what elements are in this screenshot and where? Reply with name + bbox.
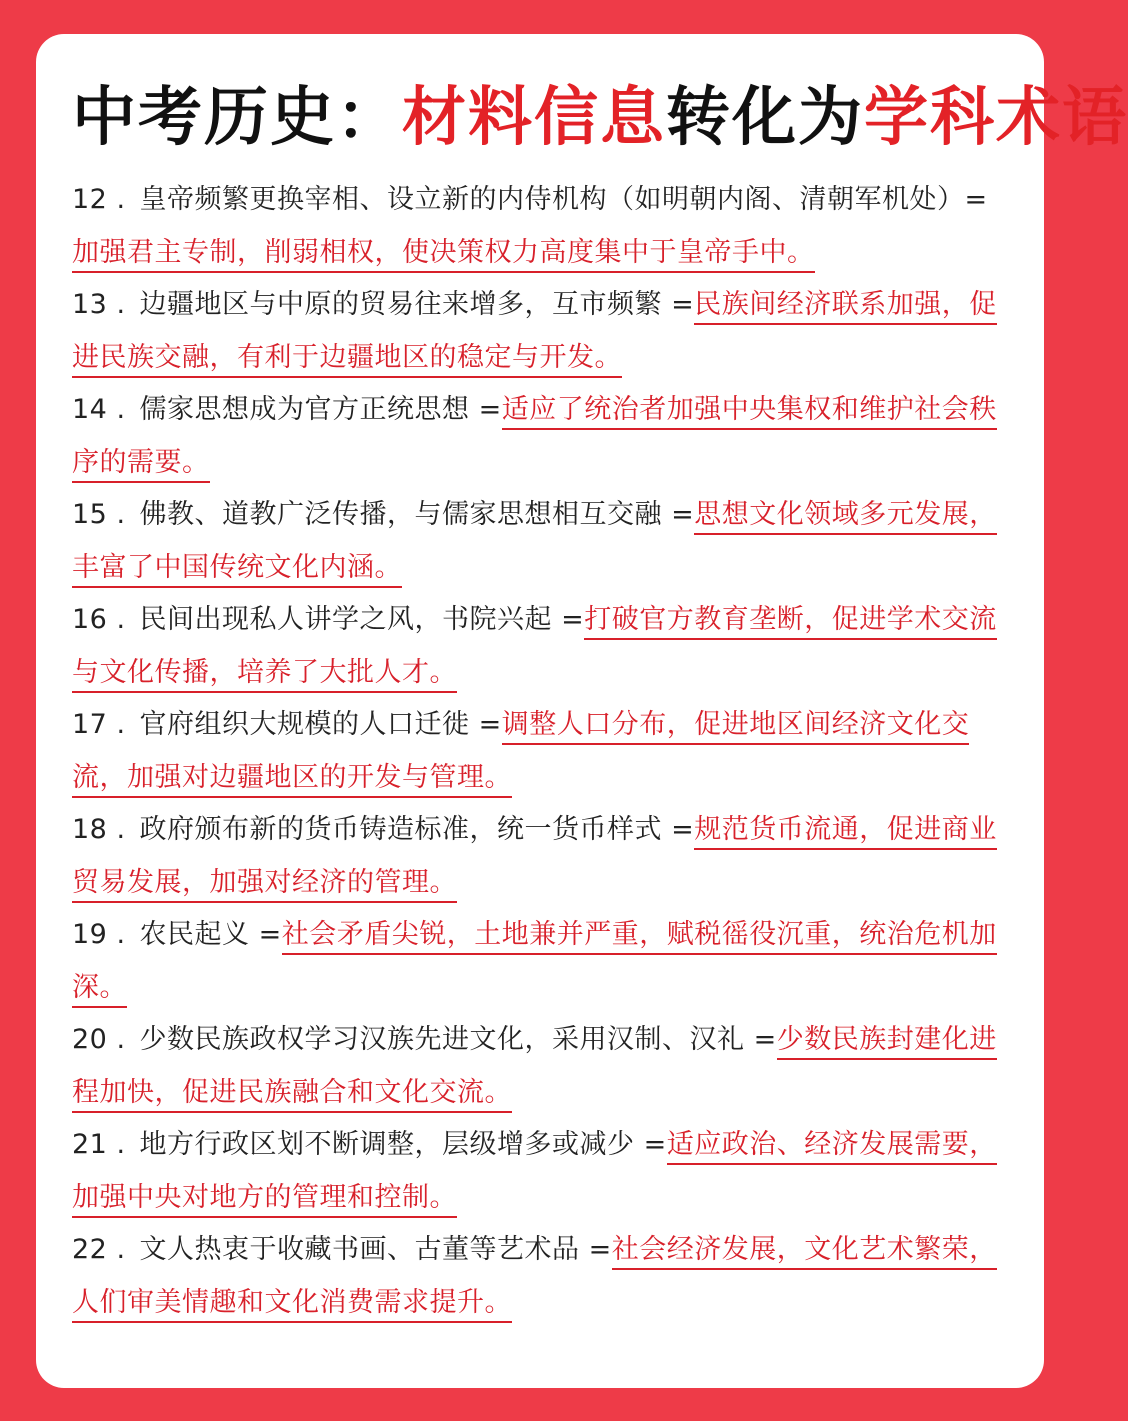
title-part-1: 中考历史： xyxy=(72,81,402,155)
item-question: 官府组织大规模的人口迁徙 = xyxy=(139,709,502,740)
list-item-17 xyxy=(72,699,1008,804)
item-number: 18 . xyxy=(72,814,126,845)
list-item-20 xyxy=(72,1014,1008,1119)
item-question: 政府颁布新的货币铸造标准，统一货币样式 = xyxy=(139,814,695,845)
item-number: 20 . xyxy=(72,1024,126,1055)
page-title xyxy=(72,81,1128,155)
list-item-13 xyxy=(72,279,1008,384)
list-item-14 xyxy=(72,384,1008,489)
item-answer: 少数民族封建化进程加快，促进民族融合和文化交流。 xyxy=(72,1024,997,1113)
list-item-18 xyxy=(72,804,1008,909)
item-question: 边疆地区与中原的贸易往来增多，互市频繁 = xyxy=(139,289,695,320)
list-item-12 xyxy=(72,174,1008,279)
item-number: 12 . xyxy=(72,184,126,215)
list-item-21 xyxy=(72,1119,1008,1224)
title-part-4: 学科术语 xyxy=(864,81,1128,155)
item-number: 13 . xyxy=(72,289,126,320)
item-answer: 社会经济发展，文化艺术繁荣，人们审美情趣和文化消费需求提升。 xyxy=(72,1234,997,1323)
list-item-15 xyxy=(72,489,1008,594)
item-answer: 思想文化领域多元发展，丰富了中国传统文化内涵。 xyxy=(72,499,997,588)
item-answer: 社会矛盾尖锐，土地兼并严重，赋税徭役沉重，统治危机加深。 xyxy=(72,919,997,1008)
item-question: 佛教、道教广泛传播，与儒家思想相互交融 = xyxy=(139,499,695,530)
item-question: 文人热衷于收藏书画、古董等艺术品 = xyxy=(139,1234,612,1265)
item-answer: 加强君主专制，削弱相权，使决策权力高度集中于皇帝手中。 xyxy=(72,237,815,273)
item-question: 民间出现私人讲学之风，书院兴起 = xyxy=(139,604,585,635)
list-item-16 xyxy=(72,594,1008,699)
item-question: 地方行政区划不断调整，层级增多或减少 = xyxy=(139,1129,667,1160)
item-number: 17 . xyxy=(72,709,126,740)
item-question: 少数民族政权学习汉族先进文化，采用汉制、汉礼 = xyxy=(139,1024,777,1055)
item-question: 农民起义 = xyxy=(139,919,282,950)
list-item-22 xyxy=(72,1224,1008,1329)
item-answer: 规范货币流通，促进商业贸易发展，加强对经济的管理。 xyxy=(72,814,997,903)
item-answer: 调整人口分布，促进地区间经济文化交流，加强对边疆地区的开发与管理。 xyxy=(72,709,969,798)
item-number: 16 . xyxy=(72,604,126,635)
item-answer: 适应了统治者加强中央集权和维护社会秩序的需要。 xyxy=(72,394,997,483)
item-number: 21 . xyxy=(72,1129,126,1160)
item-answer: 适应政治、经济发展需要，加强中央对地方的管理和控制。 xyxy=(72,1129,997,1218)
list-item-19 xyxy=(72,909,1008,1014)
item-number: 14 . xyxy=(72,394,126,425)
title-part-3: 转化为 xyxy=(666,81,864,155)
content-card xyxy=(36,34,1128,1388)
item-question: 皇帝频繁更换宰相、设立新的内侍机构（如明朝内阁、清朝军机处）= xyxy=(139,184,988,215)
term-list xyxy=(72,174,1008,1329)
item-question: 儒家思想成为官方正统思想 = xyxy=(139,394,502,425)
item-number: 15 . xyxy=(72,499,126,530)
item-answer: 打破官方教育垄断，促进学术交流与文化传播，培养了大批人才。 xyxy=(72,604,997,693)
item-answer: 民族间经济联系加强，促进民族交融，有利于边疆地区的稳定与开发。 xyxy=(72,289,997,378)
item-number: 19 . xyxy=(72,919,126,950)
item-number: 22 . xyxy=(72,1234,126,1265)
title-part-2: 材料信息 xyxy=(402,81,666,155)
